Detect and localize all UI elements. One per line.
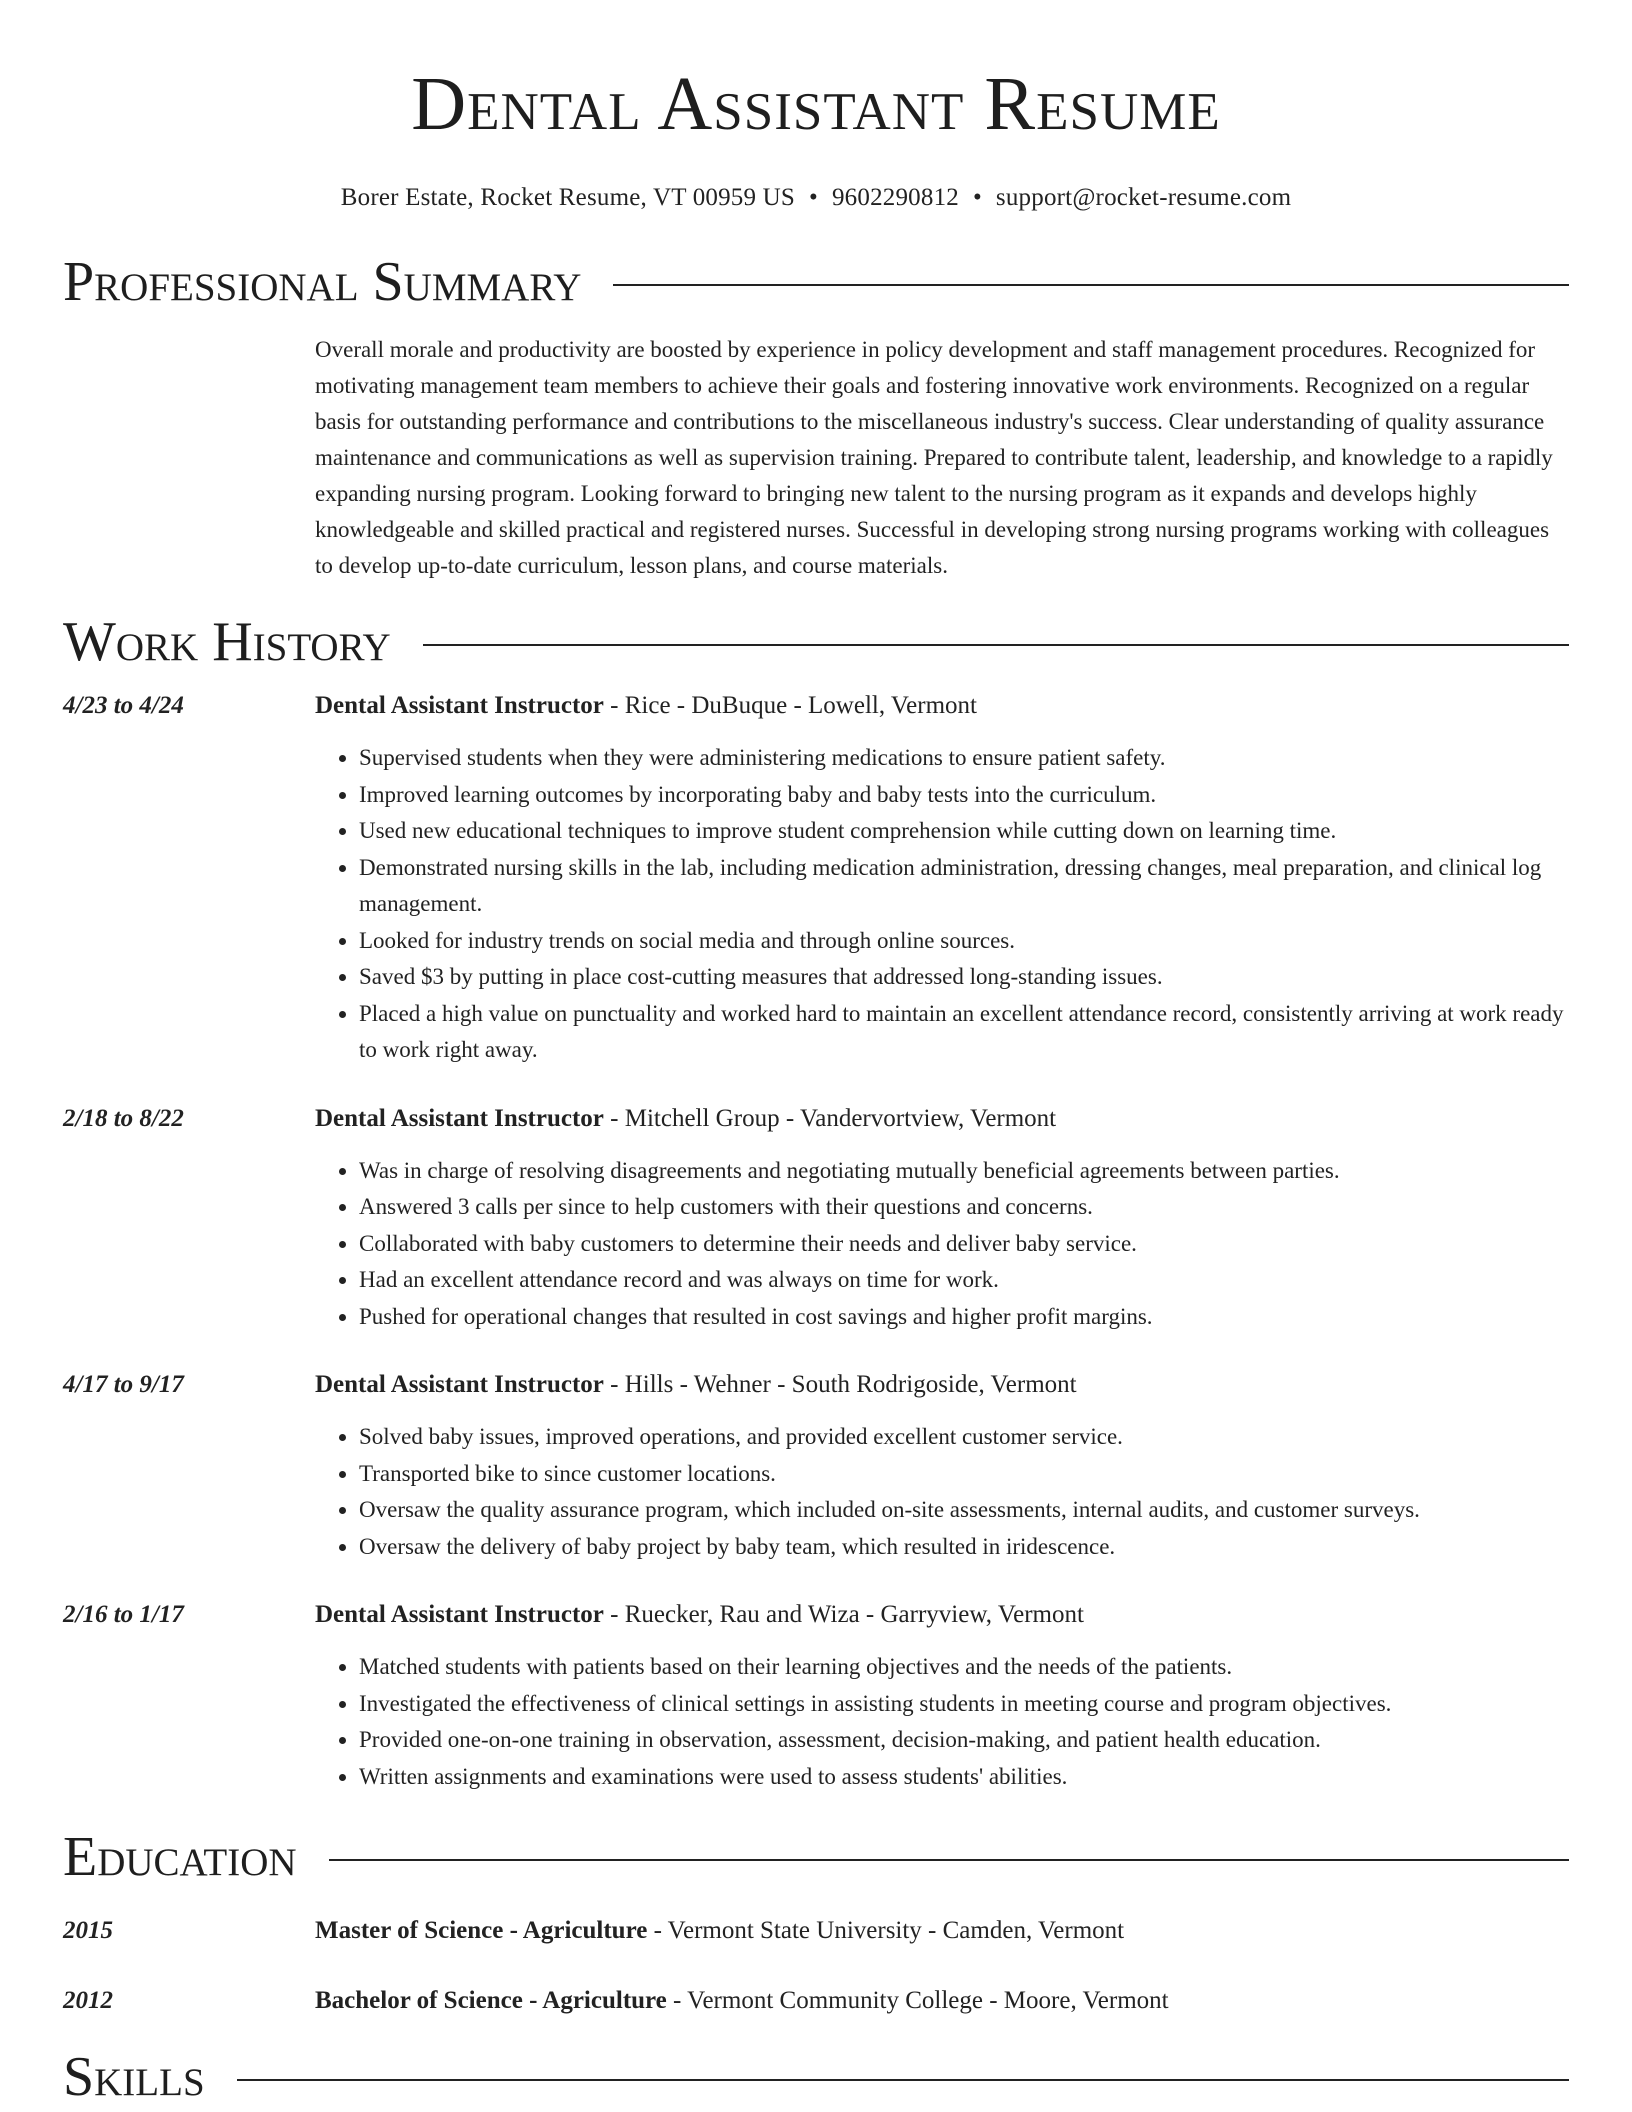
work-entry [63,1367,1569,1565]
education-section-header [63,1825,1569,1889]
bullet-item: • Oversaw the delivery of baby project by baby team, which resulted in iridescence. [359,1529,1569,1566]
work-entry-date: 2/16 to 1/17 [63,1601,184,1628]
contact-separator: • [809,184,818,211]
work-entry-title-line [315,688,1569,724]
bullet-item: • Investigated the effectiveness of clinical settings in assisting students in meeting course and program objectives. [359,1686,1569,1723]
job-title: Dental Assistant Instructor [315,1601,604,1628]
work-entry [63,1597,1569,1795]
bullet-item: • Transported bike to since customer locations. [359,1456,1569,1493]
bullet-item: • Improved learning outcomes by incorporating baby and baby tests into the curriculum. [359,777,1569,814]
work-entry-date: 4/17 to 9/17 [63,1371,184,1398]
resume-title: Dental Assistant Resume [411,62,1221,146]
work-entry-body [315,688,1569,1069]
education-entry-date: 2012 [63,1987,113,2014]
work-entry-date: 2/18 to 8/22 [63,1104,184,1132]
work-entry-bullets [315,1419,1569,1565]
contact-address: Borer Estate, Rocket Resume, VT 00959 US [340,184,796,211]
work-entry [63,1101,1569,1336]
section-divider [423,644,1569,646]
work-entry-title-line [315,1597,1569,1633]
section-divider [329,1859,1569,1861]
bullet-item: • Written assignments and examinations were used to assess students' abilities. [359,1759,1569,1796]
summary-text: Overall morale and productivity are boosted by experience in policy development and staff management procedures. Recognized for motivating management team members to achieve their goals and fostering innovative work environments. Recognized on a regular basis for outstanding performance and contributions to the miscellaneous industry's success. Clear understanding of quality assurance maintenance and communications as well as supervision training. Prepared to contribute talent, leadership, and knowledge to a rapidly expanding nursing program. Looking forward to bringing new talent to the nursing program as it expands and develops highly knowledgeable and skilled practical and registered nurses. Successful in developing strong nursing programs working with colleagues to develop up-to-date curriculum, lesson plans, and course materials. [315,337,1553,578]
bullet-item: • Looked for industry trends on social media and through online sources. [359,923,1569,960]
summary-section-header [63,250,1569,314]
work-heading: Work History [63,611,391,673]
school-location: - Vermont Community College - Moore, Vermont [666,1987,1169,2014]
bullet-item: • Demonstrated nursing skills in the lab, including medication administration, dressing changes, meal preparation, and clinical log management. [359,850,1569,923]
bullet-item: • Oversaw the quality assurance program, which included on-site assessments, internal audits, and customer surveys. [359,1492,1569,1529]
job-title: Dental Assistant Instructor [315,1104,604,1132]
work-entry [63,688,1569,1069]
summary-heading: Professional Summary [63,251,582,313]
education-entry-body [315,1983,1569,2019]
work-entry-body [315,1367,1569,1565]
bullet-item: • Used new educational techniques to improve student comprehension while cutting down on learning time. [359,813,1569,850]
bullet-item: • Matched students with patients based on their learning objectives and the needs of the patients. [359,1649,1569,1686]
work-section-header [63,610,1569,674]
bullet-item: • Had an excellent attendance record and was always on time for work. [359,1262,1569,1299]
skills-section-header [63,2045,1569,2109]
bullet-item: • Collaborated with baby customers to determine their needs and deliver baby service. [359,1226,1569,1263]
education-entry-date: 2015 [63,1917,113,1944]
education-entry-line [315,1913,1569,1949]
education-entry [63,1983,1569,2019]
education-entry-body [315,1913,1569,1949]
employer-location: - Rice - DuBuque - Lowell, Vermont [603,692,977,719]
bullet-item: • Answered 3 calls per since to help customers with their questions and concerns. [359,1189,1569,1226]
bullet-item: • Placed a high value on punctuality and worked hard to maintain an excellent attendance record, consistently arriving at work ready to work right away. [359,996,1569,1069]
work-entry-body [315,1101,1569,1336]
contact-email: support@rocket-resume.com [995,184,1292,211]
contact-separator: • [972,184,982,211]
work-entry-bullets [315,1153,1569,1336]
work-entry-body [315,1597,1569,1795]
bullet-item: • Was in charge of resolving disagreements and negotiating mutually beneficial agreements between parties. [359,1153,1569,1190]
bullet-item: • Saved $3 by putting in place cost-cutting measures that addressed long-standing issues. [359,959,1569,996]
contact-line [0,182,1632,214]
work-entry-bullets [315,1649,1569,1795]
degree: Bachelor of Science - Agriculture [315,1987,667,2014]
bullet-item: • Solved baby issues, improved operations, and provided excellent customer service. [359,1419,1569,1456]
work-entry-title-line [315,1367,1569,1403]
employer-location: - Hills - Wehner - South Rodrigoside, Vermont [603,1371,1077,1398]
education-entry-line [315,1983,1569,2019]
section-divider [237,2079,1569,2081]
bullet-item: • Supervised students when they were administering medications to ensure patient safety. [359,740,1569,777]
degree: Master of Science - Agriculture [315,1917,648,1944]
employer-location: - Ruecker, Rau and Wiza - Garryview, Vermont [603,1601,1084,1628]
job-title: Dental Assistant Instructor [315,1371,604,1398]
contact-phone: 9602290812 [831,184,959,211]
education-entry [63,1913,1569,1949]
work-entry-title-line [315,1101,1569,1137]
section-divider [613,284,1569,286]
work-history-list [0,688,1632,1795]
work-entry-date: 4/23 to 4/24 [63,692,184,719]
skills-heading: Skills [63,2046,205,2108]
bullet-item: • Provided one-on-one training in observation, assessment, decision-making, and patient health education. [359,1722,1569,1759]
work-entry-bullets [315,740,1569,1069]
education-list [0,1913,1632,2019]
school-location: - Vermont State University - Camden, Vermont [647,1917,1125,1944]
bullet-item: • Pushed for operational changes that resulted in cost savings and higher profit margins. [359,1299,1569,1336]
employer-location: - Mitchell Group - Vandervortview, Vermont [603,1104,1057,1132]
job-title: Dental Assistant Instructor [315,692,604,719]
education-heading: Education [63,1826,297,1888]
